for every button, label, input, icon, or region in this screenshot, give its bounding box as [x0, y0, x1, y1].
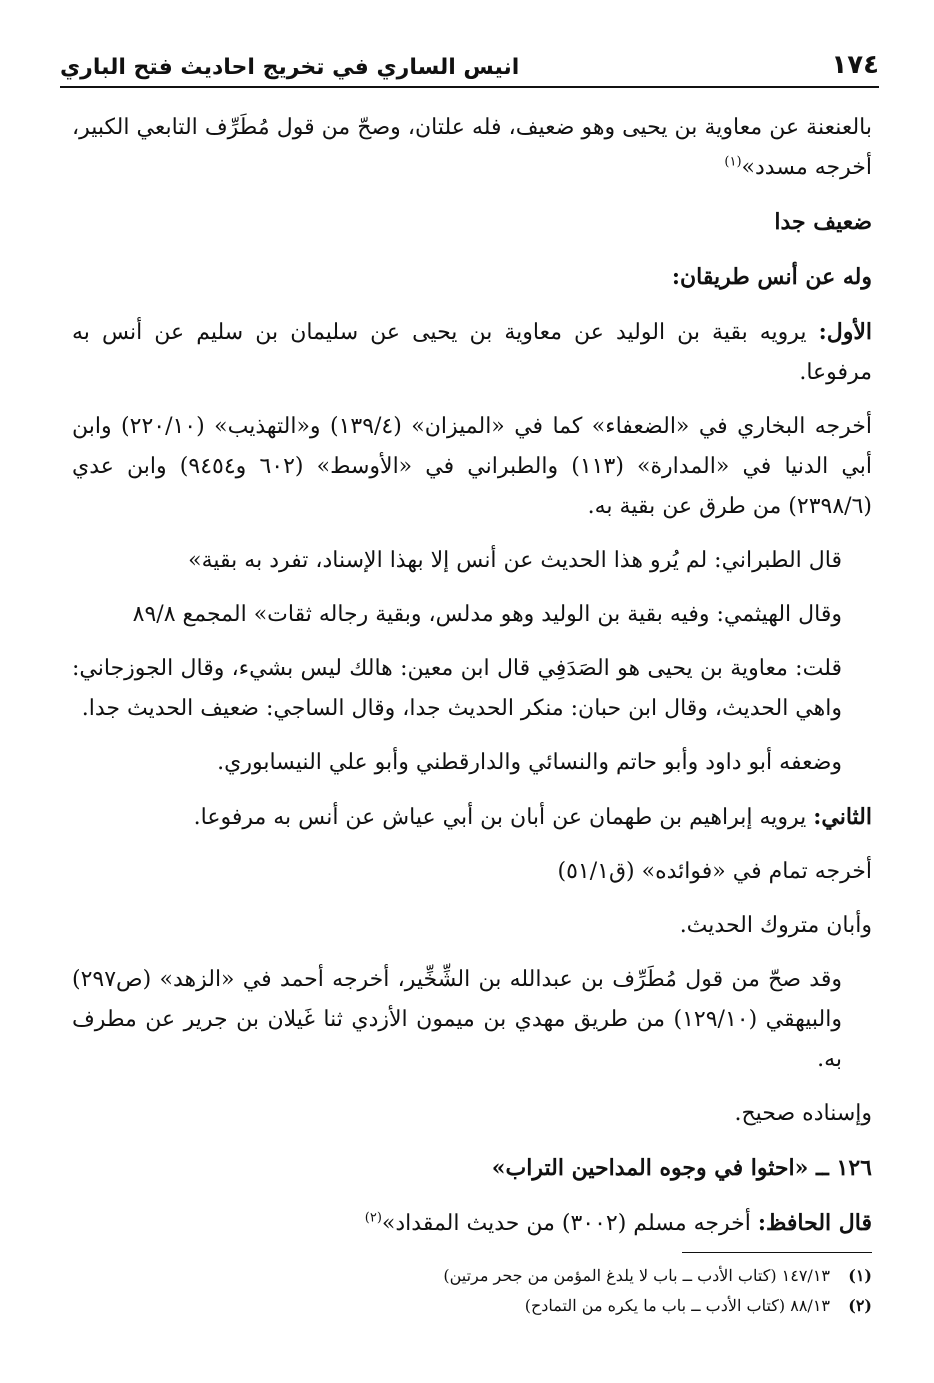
footnote-1 — [72, 1261, 872, 1291]
paragraph — [72, 852, 872, 892]
paragraph — [72, 1203, 872, 1244]
paragraph — [72, 906, 872, 946]
paragraph-text: أخرجه مسلم (٣٠٠٢) من حديث المقداد» — [381, 1211, 758, 1236]
paragraph — [72, 312, 872, 393]
paragraph — [72, 1094, 872, 1134]
paragraph — [72, 960, 872, 1080]
bold-lead: الثاني: — [813, 804, 872, 830]
footnote-2 — [72, 1291, 872, 1321]
paragraph-text: قلت: معاوية بن يحيى هو الصَدَفِي قال ابن معين: هالك ليس بشيء، وقال الجوزجاني: واهي الحديث، وقال ابن حبان: منكر الحديث جدا، وقال الساجي: ضعيف الحديث جدا. — [72, 656, 842, 721]
paragraph — [72, 743, 872, 783]
bold-lead: الأول: — [818, 319, 872, 345]
paragraph-text: بالعنعنة عن معاوية بن يحيى وهو ضعيف، فله علتان، وصحّ من قول مُطَرِّف التابعي الكبير، أخرجه مسدد» — [72, 115, 872, 180]
running-title: انيس الساري في تخريج احاديث فتح الباري — [60, 55, 520, 80]
page-number: ١٧٤ — [831, 50, 879, 80]
paragraph — [72, 541, 872, 581]
paragraph-text: وإسناده صحيح. — [734, 1101, 872, 1126]
paragraph-text: قال الطبراني: لم يُرو هذا الحديث عن أنس إلا بهذا الإسناد، تفرد به بقية» — [188, 548, 842, 573]
paragraph-text: يرويه بقية بن الوليد عن معاوية بن يحيى عن سليمان بن سليم عن أنس به مرفوعا. — [72, 320, 872, 385]
paragraph — [72, 1148, 872, 1189]
paragraph-text: أخرجه البخاري في «الضعفاء» كما في «الميزان» (١٣٩/٤) و«التهذيب» (٢٢٠/١٠) وابن أبي الدنيا في «المدارة» (١١٣) والطبراني في «الأوسط» (٦٠٢ و٩٤٥٤) وابن عدي (٢٣٩٨/٦) من طرق عن بقية به. — [72, 414, 873, 519]
paragraph-text: وضعفه أبو داود وأبو حاتم والنسائي والدارقطني وأبو علي النيسابوري. — [217, 750, 842, 775]
paragraph-text: وقد صحّ من قول مُطَرِّف بن عبدالله بن الشِّخِّير، أخرجه أحمد في «الزهد» (ص٢٩٧) والبيهقي (١٢٩/١٠) من طريق مهدي بن ميمون الأزدي ثنا غَيلان بن جرير عن مطرف به. — [72, 967, 842, 1072]
paragraph — [72, 257, 872, 298]
paragraph — [72, 407, 872, 527]
paragraph — [72, 649, 872, 729]
paragraph-text: وقال الهيثمي: وفيه بقية بن الوليد وهو مدلس، وبقية رجاله ثقات» المجمع ٨٩/٨ — [132, 602, 842, 627]
footnote-text: ١٤٧/١٣ (كتاب الأدب ــ باب لا يلدغ المؤمن من جحر مرتين) — [443, 1266, 830, 1285]
paragraph-text: يرويه إبراهيم بن طهمان عن أبان بن أبي عياش عن أنس به مرفوعا. — [193, 805, 814, 830]
footnote-number: (١) — [848, 1266, 872, 1285]
bold-heading: ١٢٦ ــ «احثوا في وجوه المداحين التراب» — [491, 1155, 872, 1181]
paragraph — [72, 202, 872, 243]
bold-heading: وله عن أنس طريقان: — [671, 264, 872, 290]
paragraph — [72, 108, 872, 188]
bold-lead: قال الحافظ: — [757, 1210, 872, 1236]
footnote-number: (٢) — [848, 1296, 872, 1315]
paragraph-text: أخرجه تمام في «فوائده» (ق٥١/١) — [557, 859, 872, 884]
footnote-reference: (١) — [724, 154, 742, 170]
footnote-text: ٨٨/١٣ (كتاب الأدب ــ باب ما يكره من التمادح) — [524, 1296, 830, 1315]
paragraph — [72, 595, 872, 635]
paragraph-text: وأبان متروك الحديث. — [679, 913, 872, 938]
main-text — [72, 108, 872, 1258]
bold-heading: ضعيف جدا — [774, 209, 872, 235]
footnotes-section — [72, 1252, 872, 1321]
page-header — [60, 40, 879, 88]
footnote-divider — [682, 1252, 872, 1253]
paragraph — [72, 797, 872, 838]
footnote-reference: (٢) — [364, 1210, 382, 1226]
